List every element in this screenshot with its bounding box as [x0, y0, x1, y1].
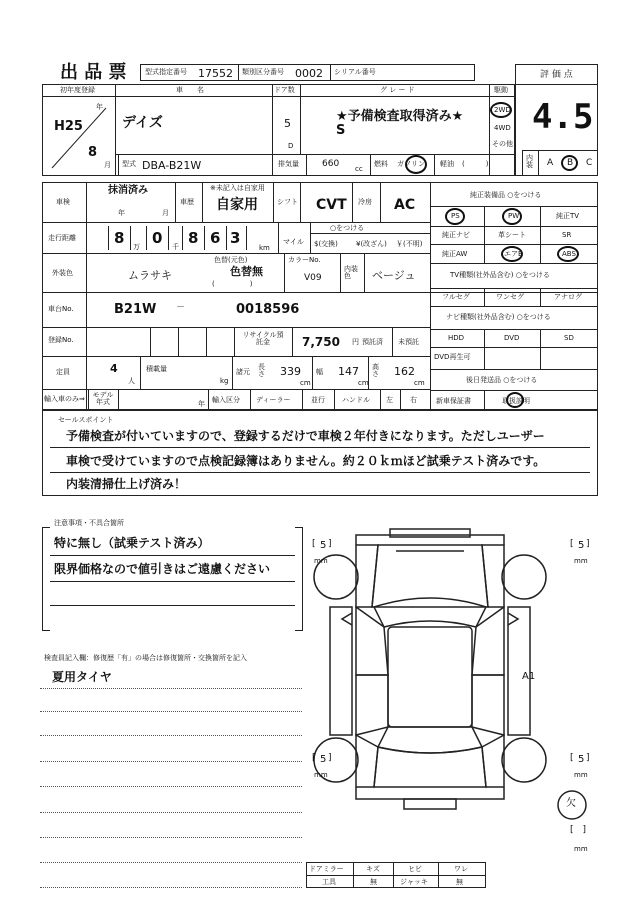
trunk	[374, 747, 486, 787]
capacity-unit: 人	[128, 377, 135, 385]
equip-pw-circle	[502, 208, 522, 225]
length-value: 339	[280, 365, 301, 378]
mileage-d2: 0	[152, 229, 163, 247]
tread-fl: 5	[320, 540, 327, 551]
later-title: 後日発送品 ○をつける	[466, 376, 538, 384]
interior-b-circle	[561, 155, 578, 171]
equip-tv: 純正TV	[556, 212, 580, 220]
recycle-label: リサイクル預託金	[242, 331, 284, 346]
front-right-wheel	[502, 555, 546, 599]
model-label: 型式	[122, 160, 136, 168]
rear-right-quarter	[482, 735, 504, 787]
tread-spare-mm: mm	[574, 845, 588, 853]
legend-scratch: キズ	[366, 865, 380, 873]
damage-mark-chip: 欠	[566, 798, 576, 809]
mileage-unknown: ￥(不明)	[396, 240, 423, 248]
equip-airbag-circle	[501, 246, 523, 262]
tv-oneseg: ワンセグ	[496, 293, 524, 301]
legend-jack-value: 無	[456, 878, 463, 886]
width-label: 幅	[316, 368, 323, 376]
load-unit: kg	[220, 377, 229, 385]
light-oil-bracket: ( )	[462, 160, 489, 168]
front-left-fender	[356, 545, 378, 607]
chassis-dash: －	[176, 303, 186, 313]
interior-label: 内装	[526, 154, 533, 169]
sales-line2: 車検で受けていますので点検記録簿はありません。約２０ｋｍほど試乗テスト済みです。	[66, 454, 546, 468]
inspection-label: 車検	[56, 198, 70, 206]
tread-rr: 5	[578, 754, 585, 765]
car-damage-diagram	[300, 515, 600, 860]
left-mirror	[342, 613, 352, 625]
legend-tools: 工具	[322, 878, 336, 886]
grade-line1: ★予備検査取得済み★	[336, 109, 464, 124]
front-right-door	[472, 607, 504, 675]
car-name-label: 車 名	[176, 86, 204, 94]
equip-pw: PW	[508, 212, 520, 220]
drive-2wd-circle	[490, 102, 512, 118]
drive-label: 駆動	[494, 86, 508, 94]
height-cm: cm	[414, 379, 425, 387]
equip-sr: SR	[562, 231, 572, 239]
front-grille	[390, 529, 470, 537]
handle-label: ハンドル	[342, 396, 370, 404]
tread-fr: 5	[578, 540, 585, 551]
left-side-panel	[330, 607, 352, 735]
tread-fr-bracket-r: ]	[586, 539, 590, 549]
inspection-year: 年	[118, 209, 125, 217]
color-change-label: 色替(元色)	[214, 256, 248, 264]
equip-ps: PS	[451, 212, 460, 220]
front-right-fender	[482, 545, 504, 607]
legend-broken: ワレ	[454, 865, 468, 873]
year-unit: 年	[96, 103, 103, 111]
mileage-d1: 8	[114, 229, 125, 247]
model-value: DBA-B21W	[142, 159, 202, 172]
interior-b: B	[567, 158, 574, 168]
inspection-month: 月	[162, 209, 169, 217]
model-year-label: モデル年式	[92, 391, 114, 406]
class-no-label: 類別区分番号	[242, 68, 284, 76]
fuel-value: ガソリン	[397, 160, 425, 168]
recycle-unpaid: 未預託	[398, 338, 419, 346]
notes-line1: 特に無し（試乗テスト済み）	[54, 536, 210, 550]
capacity-label: 定員	[56, 368, 70, 376]
interior-a: A	[547, 158, 554, 168]
damage-mark-a1: A1	[522, 671, 536, 682]
nav-dvd: DVD	[504, 334, 520, 342]
nav-sd: SD	[564, 334, 574, 342]
mileage-d3: 8	[188, 229, 199, 247]
handle-left: 左	[386, 396, 393, 404]
chassis-model: B21W	[114, 302, 157, 317]
ac-label: 冷房	[358, 198, 372, 206]
mileage-sen: 千	[172, 243, 179, 251]
type-cert-label: 型式指定番号	[145, 68, 187, 76]
tread-rr-mm: mm	[574, 771, 588, 779]
handle-right: 右	[410, 396, 417, 404]
history-note: ※未記入は自家用	[210, 184, 265, 192]
tread-rl: 5	[320, 754, 327, 765]
width-value: 147	[338, 365, 359, 378]
displacement-value: 660	[322, 159, 340, 169]
tv-fullseg: フルセグ	[442, 293, 470, 301]
later-warranty: 新車保証書	[436, 397, 471, 405]
exterior-color-label: 外装色	[52, 269, 73, 277]
score-value: 4.5	[532, 97, 594, 137]
model-year-unit: 年	[198, 400, 205, 408]
load-label: 積載量	[146, 365, 167, 373]
shift-value: CVT	[316, 197, 347, 213]
first-reg-year: H25	[54, 119, 83, 134]
tread-rl-bracket: [	[312, 753, 316, 763]
roof	[388, 627, 472, 727]
light-oil-label: 軽油	[440, 160, 454, 168]
car-name-value: デイズ	[122, 115, 163, 131]
notes-line2: 限界価格なので値引きはご遠慮ください	[54, 562, 271, 576]
equip-abs: ABS	[562, 250, 576, 258]
rear-bumper	[356, 787, 504, 799]
color-code-label: カラーNo.	[288, 256, 321, 264]
first-reg-month: 8	[88, 145, 98, 160]
rear-window	[378, 727, 482, 753]
cc-unit: cc	[355, 165, 363, 173]
capacity-value: 4	[110, 362, 118, 375]
history-label: 車歴	[180, 198, 194, 206]
length-cm: cm	[300, 379, 311, 387]
equip-nav: 純正ナビ	[442, 231, 470, 239]
doors-value: 5	[284, 117, 291, 130]
equip-aw: 純正AW	[442, 250, 468, 258]
color-change-value: 色替無	[230, 265, 263, 278]
height-label: 高さ	[372, 363, 379, 378]
tread-rl-bracket-r: ]	[328, 753, 332, 763]
tread-spare-bracket: [ ]	[570, 825, 587, 835]
mileage-label: 走行距離	[48, 234, 76, 242]
history-value: 自家用	[216, 197, 258, 213]
tread-rr-bracket: [	[570, 753, 574, 763]
chassis-number: 0018596	[236, 302, 300, 317]
import-dealer: ディーラー	[256, 396, 291, 404]
later-manual-circle	[506, 392, 524, 408]
import-parallel: 並行	[311, 396, 325, 404]
recycle-unit: 円	[352, 338, 359, 346]
equip-airbag: エアB	[504, 250, 523, 258]
reg-label: 登録No.	[48, 336, 74, 344]
inspector-line1: 夏用タイヤ	[52, 670, 112, 684]
month-unit: 月	[104, 161, 111, 169]
height-value: 162	[394, 365, 415, 378]
length-label: 長さ	[258, 363, 265, 378]
chassis-label: 車台No.	[48, 305, 74, 313]
import-division-label: 輸入区分	[212, 396, 240, 404]
ac-value: AC	[394, 197, 416, 213]
front-left-door	[356, 607, 388, 675]
later-manual: 取扱説明	[502, 397, 530, 405]
interior-c: C	[586, 158, 593, 168]
dvd-playback: DVD再生可	[434, 353, 471, 361]
displacement-label: 排気量	[278, 160, 299, 168]
color-change-paren: ( )	[212, 280, 253, 288]
nav-hdd: HDD	[448, 334, 465, 342]
drive-4wd: 4WD	[494, 124, 511, 132]
mileage-exchange: $(交換)	[314, 240, 338, 248]
color-code-value: V09	[304, 273, 322, 283]
shift-label: シフト	[277, 198, 298, 206]
inspector-label: 検査員記入欄：修復歴「有」の場合は修復箇所・交換箇所を記入	[44, 654, 247, 662]
right-mirror	[508, 613, 518, 625]
tv-title: TV種類(社外品含む) ○をつける	[450, 271, 550, 279]
mileage-modified: ¥(改ざん)	[356, 240, 387, 248]
sales-line3: 内装清掃仕上げ済み！	[66, 477, 187, 491]
equip-abs-circle	[557, 246, 579, 262]
sales-label: セールスポイント	[58, 416, 114, 424]
fuel-label: 燃料	[374, 160, 388, 168]
mileage-circle-hint: ○をつける	[330, 224, 365, 232]
windshield	[374, 598, 486, 627]
legend-crack: ヒビ	[408, 865, 422, 873]
interior-color-value: ベージュ	[372, 269, 416, 282]
rear-right-wheel	[502, 738, 546, 782]
rear-left-quarter	[356, 735, 378, 787]
mileage-mile: マイル	[283, 238, 304, 246]
legend-jack: ジャッキ	[400, 878, 428, 886]
type-cert-value: 17552	[198, 67, 233, 80]
exterior-color-value: ムラサキ	[128, 269, 172, 282]
doors-label: ドア数	[274, 86, 295, 94]
tread-fl-bracket-r: ]	[328, 539, 332, 549]
notes-bracket-left	[42, 527, 50, 631]
sales-line1: 予備検査が付いていますので、登録するだけで車検２年付きになります。ただしユーザー	[66, 429, 545, 443]
equip-ps-circle	[445, 208, 465, 225]
import-label: 輸入車のみ⇒	[44, 395, 85, 403]
drive-2wd: 2WD	[494, 106, 511, 114]
rear-left-door	[356, 675, 388, 735]
grade-label: グ レ ー ド	[380, 86, 415, 94]
serial-label: シリアル番号	[334, 68, 376, 76]
doors-suffix: D	[288, 142, 294, 150]
mileage-km: km	[259, 244, 270, 252]
nav-title: ナビ種類(社外品含む) ○をつける	[446, 313, 551, 321]
inspection-value: 抹消済み	[108, 185, 148, 196]
dims-label: 諸元	[236, 368, 250, 376]
notes-label: 注意事項・不具合箇所	[54, 519, 124, 527]
tread-rl-mm: mm	[314, 771, 328, 779]
interior-color-label: 内装色	[344, 265, 358, 280]
tread-fl-bracket: [	[312, 539, 316, 549]
class-no-value: 0002	[295, 67, 323, 80]
form-title: 出 品 票	[60, 62, 127, 83]
score-label: 評 価 点	[540, 70, 573, 80]
drive-other: その他	[492, 140, 513, 148]
equipment-title: 純正装備品 ○をつける	[470, 191, 542, 199]
tread-fr-mm: mm	[574, 557, 588, 565]
fuel-circle	[405, 155, 427, 174]
mileage-d5: 3	[230, 229, 241, 247]
recycle-value: 7,750	[302, 335, 340, 349]
tread-fr-bracket: [	[570, 539, 574, 549]
legend-tools-value: 無	[370, 878, 377, 886]
rear-plate	[404, 799, 456, 809]
recycle-deposited: 預託済	[362, 338, 383, 346]
tread-rr-bracket-r: ]	[586, 753, 590, 763]
tread-fl-mm: mm	[314, 557, 328, 565]
width-cm: cm	[358, 379, 369, 387]
mileage-d4: 6	[210, 229, 221, 247]
grade-line2: S	[336, 123, 346, 138]
legend-door-mirror: ドアミラー	[309, 865, 344, 873]
tv-analog: アナログ	[554, 293, 582, 301]
equip-leather: 革シート	[498, 231, 526, 239]
rear-right-door	[472, 675, 504, 735]
first-reg-label: 初年度登録	[60, 86, 95, 94]
mileage-man: 万	[133, 243, 140, 251]
